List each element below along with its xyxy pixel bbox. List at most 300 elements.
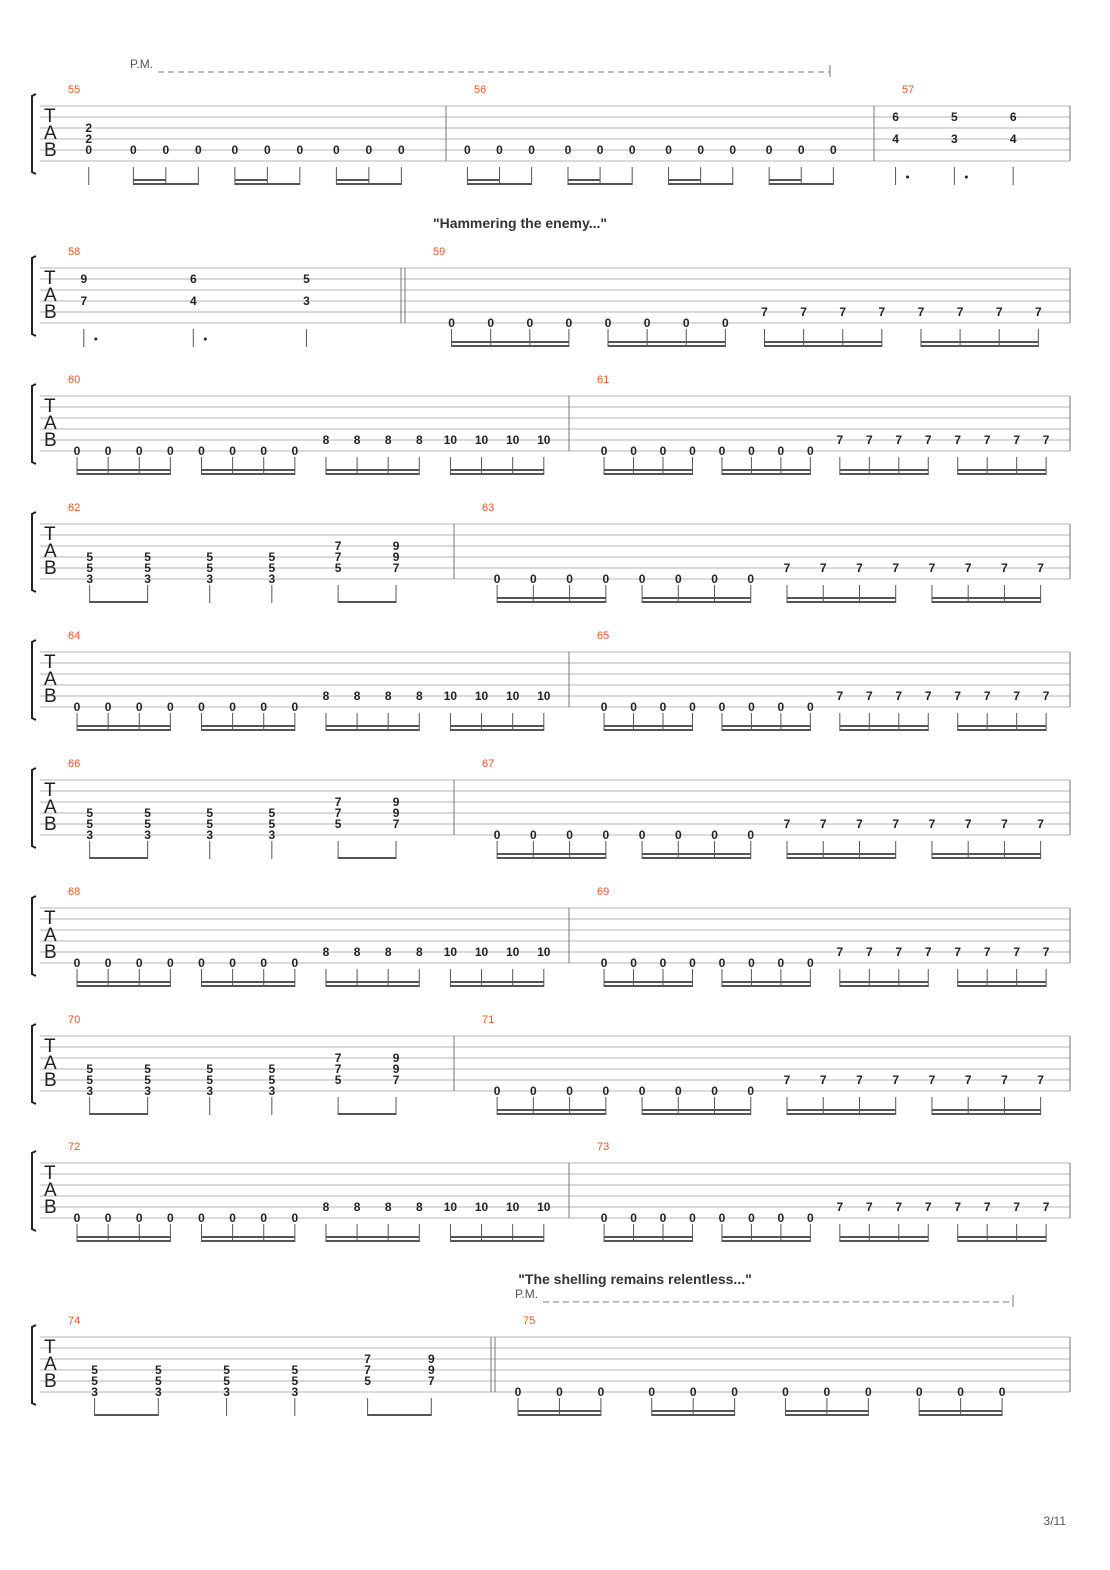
beam	[450, 985, 543, 987]
beam	[568, 183, 632, 185]
beam	[326, 981, 419, 983]
beam	[77, 981, 170, 983]
beam	[235, 183, 300, 185]
fret-number: 0	[659, 956, 667, 970]
fret-number: 7	[865, 1200, 873, 1214]
fret-number: 5	[268, 806, 276, 820]
fret-number: 7	[856, 817, 863, 831]
beam	[840, 1236, 928, 1238]
fret-number: 10	[537, 1200, 551, 1214]
fret-number: 0	[530, 572, 537, 586]
fret-number: 6	[189, 272, 197, 286]
beam	[326, 725, 419, 727]
fret-number: 0	[135, 1211, 143, 1225]
fret-number: 7	[836, 945, 844, 959]
fret-number: 7	[983, 689, 991, 703]
beam	[467, 183, 531, 185]
fret-number: 0	[729, 143, 737, 157]
beam	[932, 601, 1041, 603]
tab-clef-letter: B	[44, 558, 57, 579]
fret-number: 0	[167, 956, 174, 970]
fret-number: 0	[689, 700, 696, 714]
tab-clef-letter: T	[44, 524, 56, 545]
fret-number: 5	[86, 806, 94, 820]
dot	[94, 338, 97, 341]
fret-number: 8	[322, 689, 330, 703]
fret-number: 0	[73, 444, 81, 458]
fret-number: 7	[928, 817, 936, 831]
tab-clef-letter: T	[44, 908, 56, 929]
fret-number: 5	[268, 561, 276, 575]
fret-number: 0	[648, 1385, 656, 1399]
fret-number: 8	[353, 1200, 361, 1214]
fret-number: 0	[493, 828, 501, 842]
fret-number: 5	[206, 817, 214, 831]
fret-number: 0	[229, 444, 236, 458]
system-bracket	[32, 640, 36, 720]
fret-number: 5	[364, 1374, 371, 1388]
bar-number: 61	[597, 374, 610, 386]
fret-number: 0	[602, 572, 610, 586]
fret-number: 5	[206, 1073, 214, 1087]
fret-number: 7	[1013, 945, 1021, 959]
beam	[202, 725, 295, 727]
fret-number: 7	[1042, 1200, 1050, 1214]
beam	[202, 985, 295, 987]
fret-number: 3	[268, 572, 276, 586]
fret-number: 7	[1037, 1073, 1044, 1087]
fret-number: 7	[865, 689, 873, 703]
beam	[497, 857, 606, 859]
fret-number: 0	[659, 1211, 667, 1225]
beam	[604, 1240, 692, 1242]
fret-number: 8	[415, 433, 423, 447]
fret-number: 0	[566, 828, 573, 842]
fret-number: 7	[1001, 561, 1008, 575]
fret-number: 5	[268, 550, 276, 564]
fret-number: 7	[895, 1200, 903, 1214]
fret-number: 0	[104, 700, 112, 714]
beam	[202, 469, 295, 471]
beam	[958, 981, 1046, 983]
fret-number: 7	[892, 561, 900, 575]
beam	[840, 729, 928, 731]
beam	[497, 597, 606, 599]
fret-number: 5	[206, 561, 214, 575]
dot	[906, 176, 909, 179]
fret-number: 0	[602, 1084, 610, 1098]
fret-number: 0	[747, 1084, 755, 1098]
tab-clef-letter: T	[44, 396, 56, 417]
beam	[787, 601, 896, 603]
fret-number: 0	[718, 700, 726, 714]
bar-number: 69	[597, 886, 610, 898]
fret-number: 0	[748, 700, 755, 714]
beam	[787, 1109, 896, 1111]
fret-number: 0	[198, 1211, 205, 1225]
fret-number: 10	[474, 689, 489, 703]
fret-number: 7	[892, 817, 900, 831]
beam	[326, 473, 419, 475]
beam	[77, 1236, 170, 1238]
fret-number: 5	[86, 561, 94, 575]
fret-number: 5	[206, 806, 214, 820]
fret-number: 7	[800, 305, 807, 319]
fret-number: 0	[496, 143, 503, 157]
fret-number: 9	[392, 795, 400, 809]
fret-number: 0	[566, 572, 573, 586]
bar-number: 56	[474, 84, 487, 96]
beam	[202, 1240, 295, 1242]
fret-number: 7	[954, 945, 962, 959]
fret-number: 0	[630, 444, 637, 458]
fret-number: 7	[964, 1073, 972, 1087]
fret-number: 5	[291, 1363, 299, 1377]
tab-clef-letter: T	[44, 1337, 56, 1358]
fret-number: 3	[144, 828, 151, 842]
system-bracket	[32, 1024, 36, 1104]
fret-number: 8	[384, 1200, 392, 1214]
fret-number: 0	[777, 1211, 785, 1225]
fret-number: 10	[537, 689, 551, 703]
fret-number: 0	[638, 572, 646, 586]
fret-number: 0	[104, 956, 112, 970]
fret-number: 3	[268, 828, 276, 842]
fret-number: 10	[474, 945, 489, 959]
beam	[608, 345, 725, 347]
fret-number: 9	[427, 1352, 435, 1366]
fret-number: 0	[665, 143, 672, 157]
fret-number: 3	[86, 828, 94, 842]
beam	[497, 853, 606, 855]
fret-number: 0	[194, 143, 202, 157]
beam	[669, 179, 701, 181]
fret-number: 7	[954, 1200, 962, 1214]
fret-number: 3	[206, 572, 214, 586]
fret-number: 0	[718, 444, 726, 458]
bar-number: 68	[68, 886, 81, 898]
fret-number: 0	[135, 700, 143, 714]
fret-number: 5	[268, 1073, 276, 1087]
fret-number: 0	[493, 572, 501, 586]
fret-number: 9	[392, 539, 400, 553]
system-bracket	[32, 512, 36, 592]
fret-number: 7	[964, 561, 972, 575]
beam	[336, 183, 401, 185]
fret-number: 7	[895, 945, 903, 959]
beam	[604, 1236, 692, 1238]
fret-number: 0	[807, 956, 814, 970]
beam	[932, 1113, 1041, 1115]
fret-number: 7	[995, 305, 1003, 319]
fret-number: 0	[291, 444, 299, 458]
fret-number: 0	[85, 143, 93, 157]
tab-clef-letter: A	[44, 669, 57, 690]
tab-clef-letter: A	[44, 541, 57, 562]
tab-clef-letter: T	[44, 268, 56, 289]
beam	[467, 179, 499, 181]
beam	[452, 345, 569, 347]
beam	[338, 1113, 396, 1115]
fret-number: 9	[80, 272, 88, 286]
fret-number: 0	[674, 828, 682, 842]
beam	[604, 981, 692, 983]
fret-number: 8	[384, 433, 392, 447]
beam	[604, 985, 692, 987]
beam	[722, 981, 810, 983]
fret-number: 0	[711, 828, 718, 842]
beam	[497, 1109, 606, 1111]
beam	[921, 341, 1038, 343]
fret-number: 8	[384, 689, 392, 703]
bar-number: 67	[482, 758, 495, 770]
fret-number: 10	[443, 433, 458, 447]
beam	[840, 1240, 928, 1242]
system-bracket	[32, 768, 36, 848]
fret-number: 0	[530, 1084, 537, 1098]
fret-number: 4	[189, 294, 197, 308]
system-bracket	[32, 256, 36, 336]
fret-number: 3	[268, 1084, 276, 1098]
fret-number: 7	[924, 945, 932, 959]
tab-clef-letter: A	[44, 925, 57, 946]
fret-number: 3	[951, 132, 958, 146]
fret-number: 3	[91, 1385, 98, 1399]
beam	[450, 1240, 543, 1242]
fret-number: 6	[1009, 110, 1017, 124]
fret-number: 0	[333, 143, 340, 157]
beam	[642, 1109, 751, 1111]
tab-clef-letter: B	[44, 430, 57, 451]
tab-clef-letter: T	[44, 1036, 56, 1057]
beam	[604, 469, 692, 471]
beam	[77, 469, 170, 471]
fret-number: 7	[1042, 945, 1050, 959]
fret-number: 5	[268, 817, 276, 831]
lyric-annotation: "Hammering the enemy..."	[432, 215, 608, 231]
beam	[642, 1113, 751, 1115]
fret-number: 7	[983, 433, 991, 447]
fret-number: 7	[895, 689, 903, 703]
beam	[932, 1109, 1041, 1111]
tab-clef-letter: A	[44, 797, 57, 818]
fret-number: 0	[514, 1385, 522, 1399]
beam	[450, 729, 543, 731]
beam	[77, 473, 170, 475]
fret-number: 0	[493, 1084, 501, 1098]
beam	[958, 1240, 1046, 1242]
beam	[958, 473, 1046, 475]
bar-number: 57	[902, 84, 915, 96]
fret-number: 7	[1013, 689, 1021, 703]
fret-number: 0	[530, 828, 537, 842]
tab-clef-letter: B	[44, 1371, 57, 1392]
fret-number: 7	[783, 1073, 791, 1087]
fret-number: 0	[748, 956, 755, 970]
beam	[77, 729, 170, 731]
fret-number: 0	[264, 143, 271, 157]
beam	[77, 725, 170, 727]
fret-number: 10	[505, 689, 520, 703]
fret-number: 8	[322, 433, 330, 447]
beam	[338, 857, 396, 859]
fret-number: 0	[73, 700, 81, 714]
fret-number: 7	[917, 305, 925, 319]
beam	[958, 729, 1046, 731]
tab-clef-letter: B	[44, 140, 57, 161]
fret-number: 0	[564, 143, 572, 157]
fret-number: 0	[659, 700, 667, 714]
fret-number: 5	[206, 550, 214, 564]
system-bracket	[32, 384, 36, 464]
fret-number: 0	[167, 1211, 174, 1225]
beam	[450, 725, 543, 727]
fret-number: 0	[260, 1211, 268, 1225]
fret-number: 7	[334, 806, 342, 820]
fret-number: 0	[823, 1385, 831, 1399]
fret-number: 5	[206, 1062, 214, 1076]
fret-number: 7	[1001, 1073, 1008, 1087]
beam	[787, 1113, 896, 1115]
fret-number: 0	[748, 444, 755, 458]
fret-number: 0	[711, 572, 718, 586]
fret-number: 5	[144, 1062, 151, 1076]
fret-number: 8	[415, 945, 423, 959]
beam	[77, 1240, 170, 1242]
tab-clef-letter: A	[44, 1354, 57, 1375]
beam	[642, 601, 751, 603]
fret-number: 0	[397, 143, 405, 157]
bar-number: 64	[68, 630, 81, 642]
beam	[919, 1410, 1002, 1412]
fret-number: 9	[392, 806, 400, 820]
fret-number: 7	[392, 1073, 400, 1087]
fret-number: 7	[836, 433, 844, 447]
fret-number: 3	[86, 572, 94, 586]
beam	[90, 857, 148, 859]
fret-number: 5	[334, 817, 342, 831]
fret-number: 0	[73, 1211, 81, 1225]
tab-clef-letter: B	[44, 942, 57, 963]
beam	[608, 341, 725, 343]
fret-number: 0	[731, 1385, 738, 1399]
fret-number: 3	[303, 294, 310, 308]
fret-number: 7	[1042, 433, 1050, 447]
fret-number: 0	[198, 956, 205, 970]
beam	[840, 469, 928, 471]
beam	[326, 1240, 419, 1242]
fret-number: 0	[777, 700, 785, 714]
fret-number: 5	[86, 1073, 94, 1087]
dot	[965, 176, 968, 179]
fret-number: 7	[819, 817, 827, 831]
fret-number: 0	[600, 956, 608, 970]
tab-clef-letter: T	[44, 780, 56, 801]
fret-number: 0	[777, 956, 785, 970]
fret-number: 0	[659, 444, 667, 458]
fret-number: 0	[556, 1385, 563, 1399]
bar-number: 71	[482, 1014, 495, 1026]
beam	[326, 469, 419, 471]
beam	[840, 725, 928, 727]
tab-clef-letter: B	[44, 1197, 57, 1218]
fret-number: 7	[954, 689, 962, 703]
fret-number: 5	[291, 1374, 299, 1388]
fret-number: 0	[566, 1084, 573, 1098]
beam	[787, 597, 896, 599]
fret-number: 5	[91, 1374, 98, 1388]
fret-number: 3	[291, 1385, 299, 1399]
fret-number: 0	[229, 700, 236, 714]
fret-number: 6	[892, 110, 899, 124]
page-number: 3/11	[1043, 1514, 1066, 1528]
fret-number: 7	[392, 561, 400, 575]
fret-number: 0	[73, 956, 81, 970]
fret-number: 5	[86, 550, 94, 564]
fret-number: 8	[353, 945, 361, 959]
fret-number: 2	[85, 132, 93, 146]
fret-number: 7	[839, 305, 847, 319]
fret-number: 5	[144, 550, 151, 564]
beam	[932, 597, 1041, 599]
fret-number: 9	[392, 550, 400, 564]
beam	[787, 857, 896, 859]
fret-number: 0	[464, 143, 471, 157]
fret-number: 0	[135, 444, 143, 458]
fret-number: 7	[836, 689, 844, 703]
beam	[90, 601, 148, 603]
beam	[452, 341, 569, 343]
bar-number: 75	[523, 1315, 536, 1327]
tab-clef-letter: A	[44, 123, 57, 144]
fret-number: 0	[104, 1211, 112, 1225]
fret-number: 5	[303, 272, 310, 286]
bar-number: 62	[68, 502, 81, 514]
fret-number: 0	[765, 143, 773, 157]
fret-number: 5	[144, 817, 151, 831]
fret-number: 7	[80, 294, 88, 308]
fret-number: 5	[144, 1073, 151, 1087]
bar-number: 72	[68, 1141, 81, 1153]
fret-number: 0	[162, 143, 170, 157]
fret-number: 7	[964, 817, 972, 831]
fret-number: 0	[807, 444, 814, 458]
fret-number: 0	[711, 1084, 718, 1098]
tab-clef-letter: T	[44, 106, 56, 127]
fret-number: 0	[782, 1385, 789, 1399]
fret-number: 8	[415, 1200, 423, 1214]
fret-number: 7	[924, 689, 932, 703]
bar-number: 58	[68, 246, 81, 258]
beam	[642, 597, 751, 599]
fret-number: 7	[924, 1200, 932, 1214]
beam	[235, 179, 267, 181]
beam	[497, 1113, 606, 1115]
beam	[133, 179, 165, 181]
fret-number: 9	[427, 1363, 435, 1377]
beam	[450, 473, 543, 475]
fret-number: 5	[86, 1062, 94, 1076]
beam	[722, 985, 810, 987]
beam	[326, 985, 419, 987]
fret-number: 0	[697, 143, 705, 157]
fret-number: 7	[334, 550, 342, 564]
fret-number: 5	[951, 110, 958, 124]
fret-number: 0	[600, 1211, 608, 1225]
fret-number: 10	[443, 689, 458, 703]
bar-number: 66	[68, 758, 81, 770]
beam	[958, 985, 1046, 987]
